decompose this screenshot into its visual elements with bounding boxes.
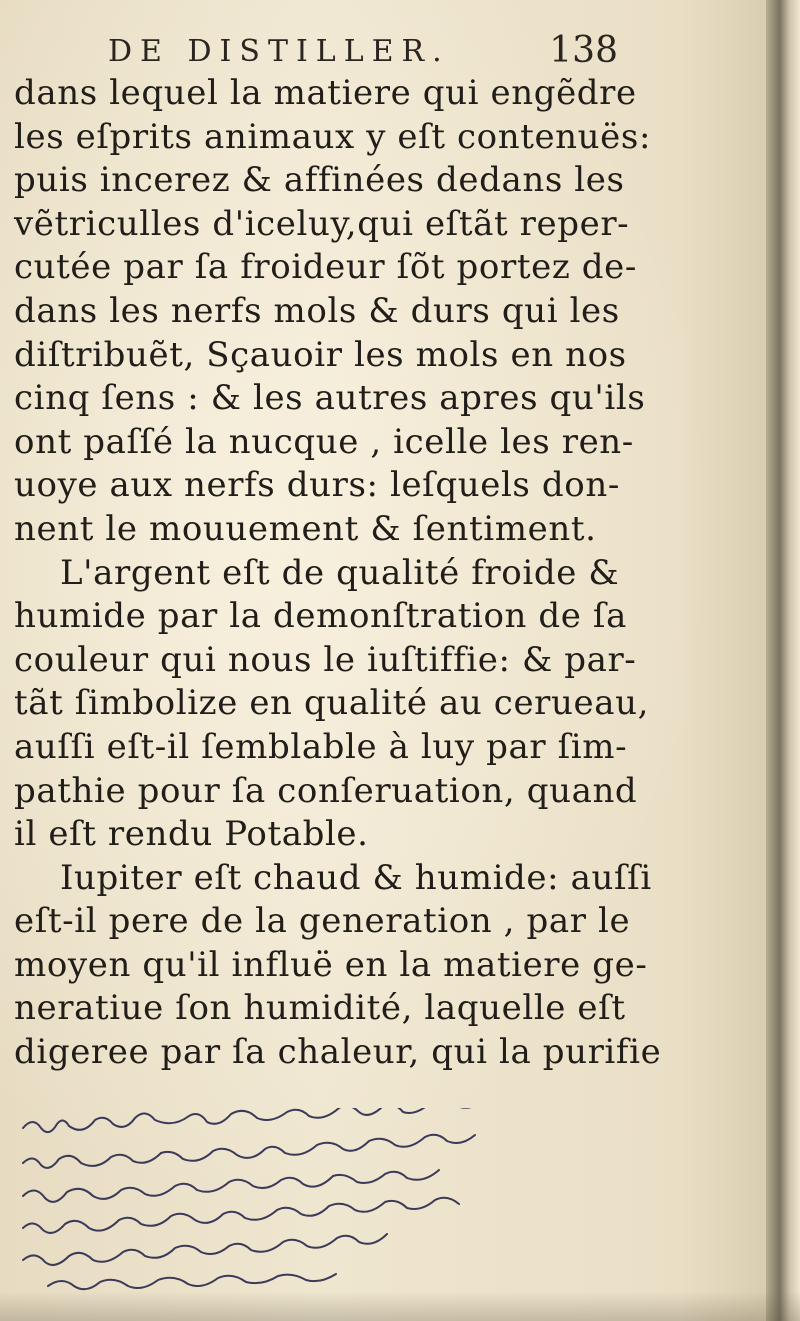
paragraph-start-line: L'argent eſt de qualité froide & <box>60 552 620 593</box>
text-line: dans lequel la matiere qui engẽdre <box>14 73 637 113</box>
paragraph-start-line: Iupiter eſt chaud & humide: auſſi <box>60 857 652 898</box>
text-line: nent le mouuement & ſentiment. <box>14 508 597 549</box>
text-line: tãt ſimbolize en qualité au cerueau, <box>14 683 650 724</box>
text-line: dans les nerfs mols & durs qui les <box>14 290 620 331</box>
text-line: moyen qu'il influë en la matiere ge- <box>14 944 648 985</box>
text-line: humide par la demonſtration de ſa <box>14 596 627 637</box>
body-text <box>14 72 662 1075</box>
running-head: DE DISTILLER. <box>108 34 450 69</box>
text-line: digeree par ſa chaleur, qui la purifie <box>14 1032 662 1073</box>
text-line: puis incerez & affinées dedans les <box>14 160 625 201</box>
text-line: auſſi eſt-il ſemblable à luy par ſim- <box>14 726 628 767</box>
text-line: ont paſſé la nucque , icelle les ren- <box>14 421 634 462</box>
text-line: eſt-il pere de la generation , par le <box>14 901 631 942</box>
text-line: neratiue ſon humidité, laquelle eſt <box>14 988 626 1029</box>
text-line: les eſprits animaux y eſt contenuës: <box>14 116 652 157</box>
text-line: cinq ſens : & les autres apres qu'ils <box>14 378 646 419</box>
handwriting-scribble <box>18 1108 788 1298</box>
text-line: cutée par ſa froideur ſõt portez de- <box>14 247 637 288</box>
text-line: il eſt rendu Potable. <box>14 814 369 855</box>
handwritten-annotation <box>18 1108 788 1298</box>
text-line: diſtribuẽt, Sçauoir les mols en nos <box>14 334 627 375</box>
text-line: vẽtriculles d'iceluy,qui eſtãt reper- <box>14 203 630 244</box>
text-line: couleur qui nous le iuſtiffie: & par- <box>14 639 637 680</box>
text-line: uoye aux nerfs durs: leſquels don- <box>14 465 620 506</box>
text-line: pathie pour ſa conſeruation, quand <box>14 770 638 811</box>
page-number: 138 <box>549 30 618 71</box>
